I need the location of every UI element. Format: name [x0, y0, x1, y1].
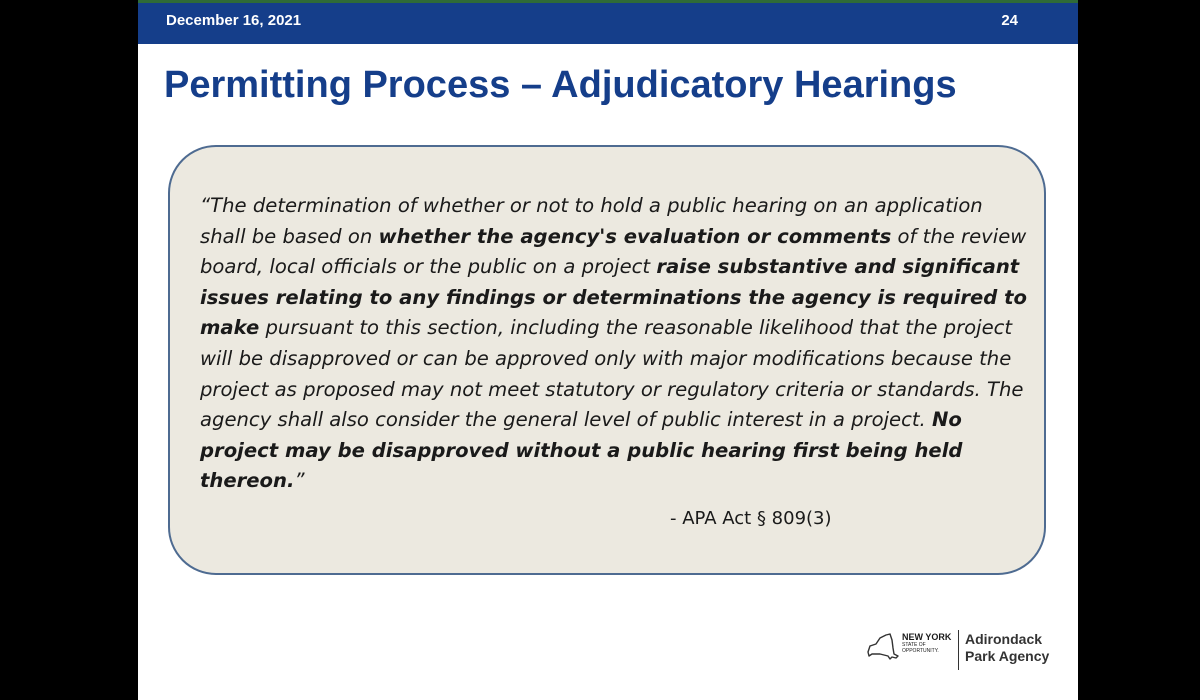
- quote-segment-bold: raise substantive and significant issues relating to any findings or determinations the agency is required to make: [200, 255, 1027, 340]
- logo-divider: [958, 630, 959, 670]
- agency-name-line2: Park Agency: [965, 648, 1050, 664]
- nys-line1: NEW YORK: [902, 632, 952, 642]
- quote-box: [168, 145, 1046, 575]
- slide: [138, 0, 1078, 700]
- quote-segment: “The determination of whether or not to hold a public hearing on an application shall be based on: [200, 194, 983, 248]
- nys-wordmark: [902, 632, 958, 654]
- nys-line3: OPPORTUNITY.: [902, 648, 939, 654]
- agency-logo: [866, 628, 1056, 676]
- agency-name-line1: Adirondack: [965, 631, 1043, 647]
- new-york-state-icon: [866, 632, 900, 662]
- quote-attribution: - APA Act § 809(3): [670, 508, 832, 529]
- slide-date: December 16, 2021: [166, 12, 302, 29]
- quote-segment: of the review board, local officials or the public on a project: [200, 224, 1027, 279]
- page-number: 24: [1001, 12, 1018, 29]
- quote-segment: ”: [294, 469, 305, 493]
- quote-segment: pursuant to this section, including the reasonable likelihood that the project will be disapproved or can be approved only with major modifications because the project as proposed may not meet statutory or regulatory criteria or standards. The agency shall also consider the general level of public interest in a project.: [200, 316, 1024, 432]
- header-bar: [138, 0, 1078, 44]
- quote-text: [200, 191, 1030, 497]
- nys-line2: STATE OF: [902, 642, 926, 648]
- slide-title: Permitting Process – Adjudicatory Hearings: [164, 64, 957, 106]
- quote-segment-bold: No project may be disapproved without a public hearing first being held thereon.: [200, 408, 963, 493]
- quote-segment-bold: whether the agency's evaluation or comments: [378, 224, 892, 248]
- agency-name: [965, 631, 1065, 665]
